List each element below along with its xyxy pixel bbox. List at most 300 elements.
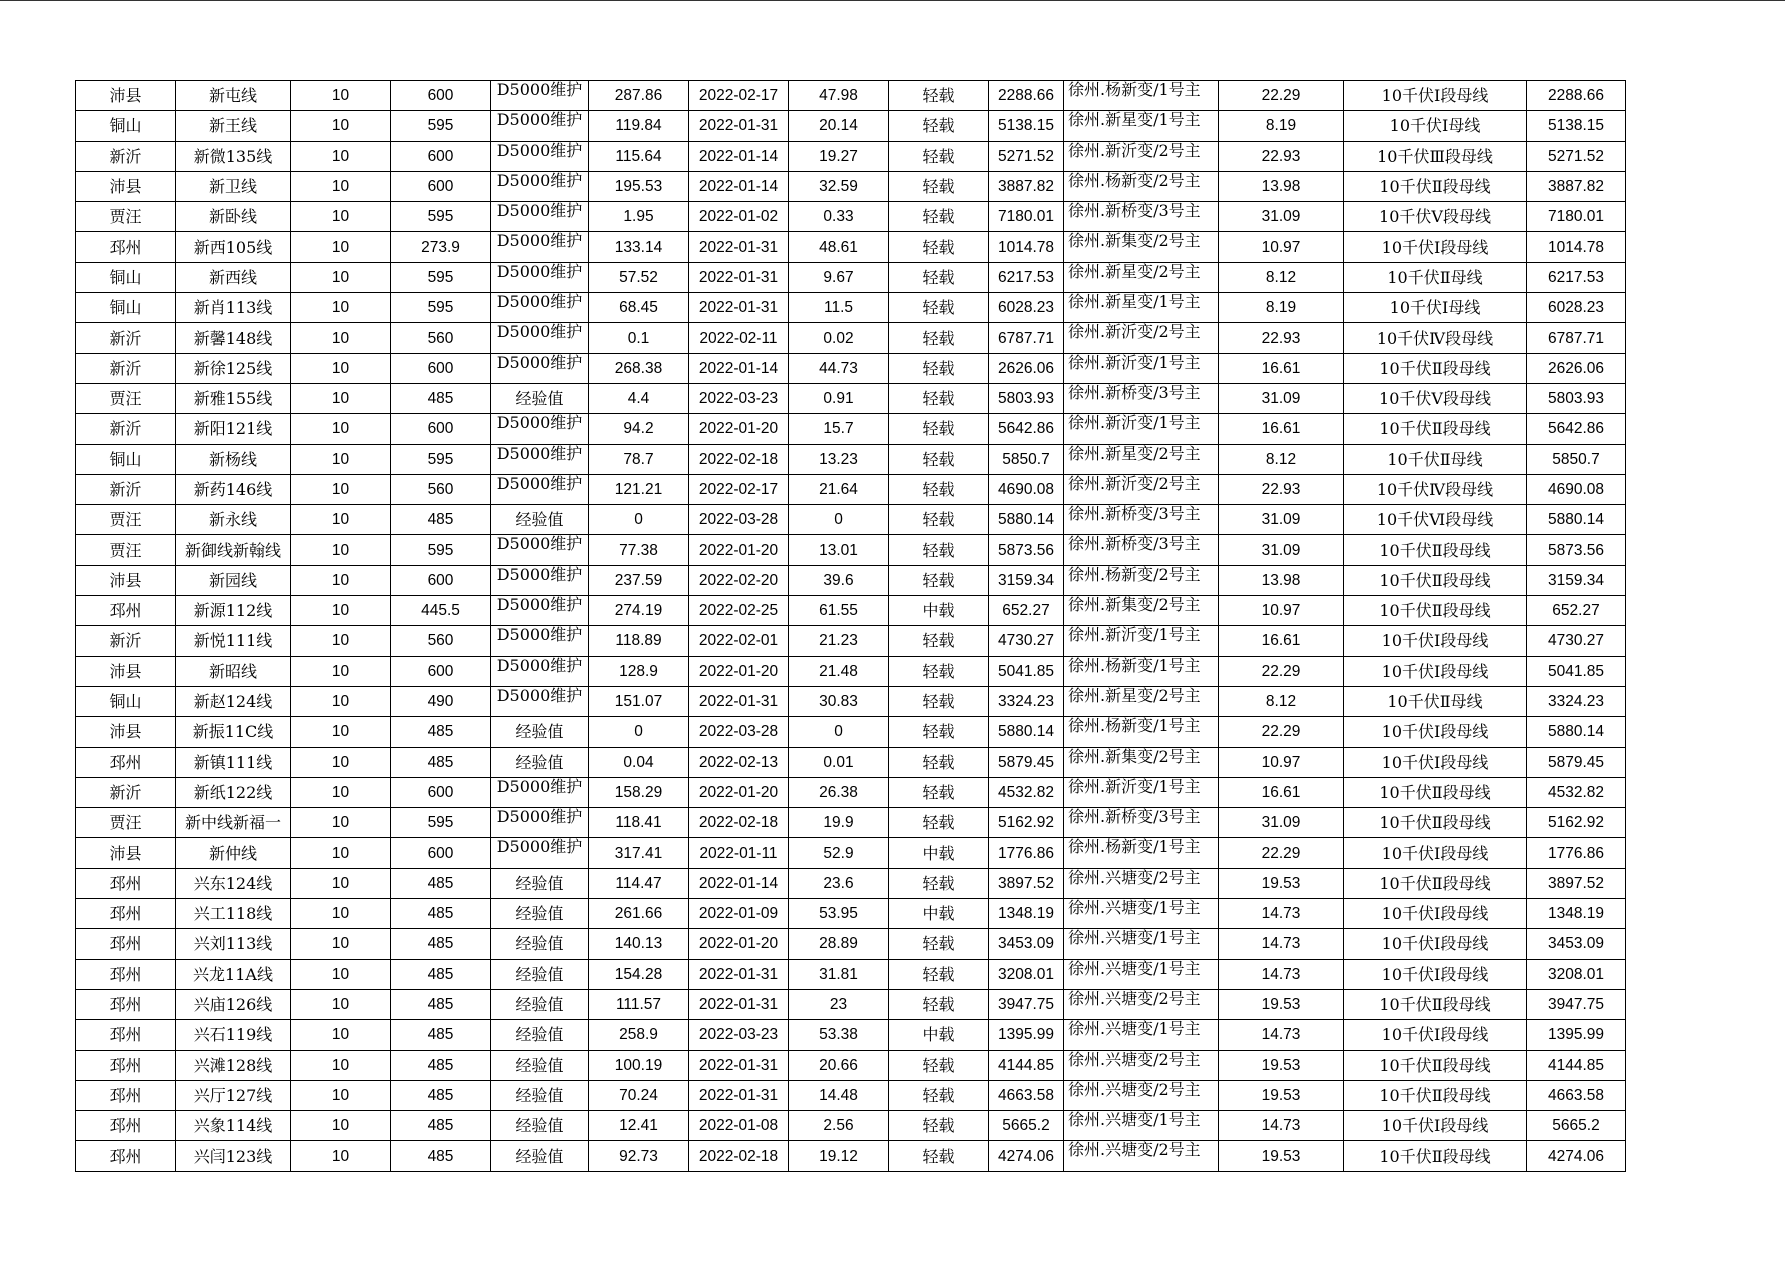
table-row	[76, 1020, 1626, 1050]
bus-section-cell: 10千伏Ⅵ段母线	[1344, 505, 1527, 535]
load-level-cell: 中载	[889, 838, 989, 868]
rated-current-cell: 600	[391, 353, 491, 383]
transformer-cell: 徐州.新集变/2号主	[1064, 747, 1219, 777]
county-cell: 新沂	[76, 414, 176, 444]
available-capacity-cell: 5880.14	[989, 505, 1064, 535]
table-row	[76, 777, 1626, 807]
transformer-cell: 徐州.兴塘变/1号主	[1064, 1111, 1219, 1141]
available-capacity-cell: 3453.09	[989, 929, 1064, 959]
bus-section-cell: 10千伏Ⅴ段母线	[1344, 202, 1527, 232]
table-row	[76, 171, 1626, 201]
remaining-capacity-cell: 4144.85	[1527, 1050, 1626, 1080]
load-rate-cell: 11.5	[789, 293, 889, 323]
table-row	[76, 1080, 1626, 1110]
voltage-cell: 10	[291, 1141, 391, 1171]
transformer-cell: 徐州.兴塘变/2号主	[1064, 989, 1219, 1019]
bus-section-cell: 10千伏Ⅰ段母线	[1344, 81, 1527, 111]
data-source-cell: D5000维护	[491, 656, 589, 686]
available-capacity-cell: 6217.53	[989, 262, 1064, 292]
data-source-cell: D5000维护	[491, 838, 589, 868]
data-source-cell: D5000维护	[491, 353, 589, 383]
transformer-load-cell: 22.29	[1219, 656, 1344, 686]
data-source-cell: 经验值	[491, 899, 589, 929]
available-capacity-cell: 5879.45	[989, 747, 1064, 777]
load-level-cell: 轻载	[889, 626, 989, 656]
available-capacity-cell: 5271.52	[989, 141, 1064, 171]
bus-section-cell: 10千伏Ⅱ母线	[1344, 262, 1527, 292]
max-date-cell: 2022-01-14	[689, 141, 789, 171]
rated-current-cell: 485	[391, 747, 491, 777]
bus-section-cell: 10千伏Ⅱ母线	[1344, 444, 1527, 474]
max-current-cell: 1.95	[589, 202, 689, 232]
line-name-cell: 兴工118线	[176, 899, 291, 929]
transformer-cell: 徐州.杨新变/2号主	[1064, 171, 1219, 201]
data-source-cell: D5000维护	[491, 535, 589, 565]
remaining-capacity-cell: 5041.85	[1527, 656, 1626, 686]
voltage-cell: 10	[291, 1080, 391, 1110]
load-level-cell: 轻载	[889, 414, 989, 444]
transformer-load-cell: 14.73	[1219, 929, 1344, 959]
data-source-cell: 经验值	[491, 929, 589, 959]
load-rate-cell: 44.73	[789, 353, 889, 383]
load-rate-cell: 21.48	[789, 656, 889, 686]
transformer-load-cell: 13.98	[1219, 565, 1344, 595]
data-source-cell: D5000维护	[491, 202, 589, 232]
transformer-load-cell: 13.98	[1219, 171, 1344, 201]
load-level-cell: 轻载	[889, 505, 989, 535]
load-level-cell: 轻载	[889, 808, 989, 838]
load-rate-cell: 13.01	[789, 535, 889, 565]
county-cell: 新沂	[76, 353, 176, 383]
transformer-load-cell: 8.12	[1219, 686, 1344, 716]
load-rate-cell: 48.61	[789, 232, 889, 262]
line-name-cell: 新悦111线	[176, 626, 291, 656]
load-level-cell: 轻载	[889, 81, 989, 111]
available-capacity-cell: 3887.82	[989, 171, 1064, 201]
line-name-cell: 新西105线	[176, 232, 291, 262]
transformer-load-cell: 16.61	[1219, 414, 1344, 444]
remaining-capacity-cell: 6217.53	[1527, 262, 1626, 292]
max-current-cell: 268.38	[589, 353, 689, 383]
voltage-cell: 10	[291, 505, 391, 535]
voltage-cell: 10	[291, 353, 391, 383]
max-date-cell: 2022-03-28	[689, 717, 789, 747]
load-level-cell: 轻载	[889, 1111, 989, 1141]
max-current-cell: 287.86	[589, 81, 689, 111]
load-level-cell: 轻载	[889, 959, 989, 989]
table-row	[76, 929, 1626, 959]
transformer-cell: 徐州.兴塘变/2号主	[1064, 1050, 1219, 1080]
table-row	[76, 565, 1626, 595]
max-current-cell: 258.9	[589, 1020, 689, 1050]
data-source-cell: D5000维护	[491, 808, 589, 838]
remaining-capacity-cell: 3324.23	[1527, 686, 1626, 716]
available-capacity-cell: 5642.86	[989, 414, 1064, 444]
table-row	[76, 838, 1626, 868]
remaining-capacity-cell: 1014.78	[1527, 232, 1626, 262]
table-row	[76, 293, 1626, 323]
max-current-cell: 261.66	[589, 899, 689, 929]
county-cell: 新沂	[76, 141, 176, 171]
data-source-cell: 经验值	[491, 1141, 589, 1171]
load-rate-cell: 0	[789, 717, 889, 747]
max-current-cell: 158.29	[589, 777, 689, 807]
max-current-cell: 77.38	[589, 535, 689, 565]
data-source-cell: 经验值	[491, 868, 589, 898]
county-cell: 邳州	[76, 1050, 176, 1080]
line-name-cell: 新王线	[176, 111, 291, 141]
data-source-cell: D5000维护	[491, 474, 589, 504]
max-current-cell: 0	[589, 717, 689, 747]
transformer-cell: 徐州.杨新变/1号主	[1064, 717, 1219, 747]
rated-current-cell: 485	[391, 929, 491, 959]
rated-current-cell: 485	[391, 1050, 491, 1080]
max-current-cell: 118.41	[589, 808, 689, 838]
county-cell: 贾汪	[76, 202, 176, 232]
county-cell: 贾汪	[76, 505, 176, 535]
remaining-capacity-cell: 1348.19	[1527, 899, 1626, 929]
rated-current-cell: 485	[391, 989, 491, 1019]
max-date-cell: 2022-01-31	[689, 111, 789, 141]
county-cell: 邳州	[76, 1080, 176, 1110]
remaining-capacity-cell: 4663.58	[1527, 1080, 1626, 1110]
voltage-cell: 10	[291, 808, 391, 838]
max-date-cell: 2022-01-31	[689, 686, 789, 716]
load-rate-cell: 0.33	[789, 202, 889, 232]
line-name-cell: 新阳121线	[176, 414, 291, 444]
available-capacity-cell: 4690.08	[989, 474, 1064, 504]
max-date-cell: 2022-01-20	[689, 777, 789, 807]
voltage-cell: 10	[291, 262, 391, 292]
bus-section-cell: 10千伏Ⅱ段母线	[1344, 171, 1527, 201]
data-source-cell: 经验值	[491, 747, 589, 777]
available-capacity-cell: 5880.14	[989, 717, 1064, 747]
transformer-cell: 徐州.兴塘变/1号主	[1064, 929, 1219, 959]
county-cell: 铜山	[76, 262, 176, 292]
available-capacity-cell: 7180.01	[989, 202, 1064, 232]
transformer-cell: 徐州.新桥变/3号主	[1064, 383, 1219, 413]
transformer-cell: 徐州.新集变/2号主	[1064, 232, 1219, 262]
transformer-load-cell: 22.29	[1219, 81, 1344, 111]
table-row	[76, 262, 1626, 292]
voltage-cell: 10	[291, 141, 391, 171]
data-source-cell: 经验值	[491, 717, 589, 747]
voltage-cell: 10	[291, 565, 391, 595]
bus-section-cell: 10千伏Ⅰ段母线	[1344, 717, 1527, 747]
county-cell: 沛县	[76, 565, 176, 595]
rated-current-cell: 600	[391, 414, 491, 444]
remaining-capacity-cell: 2626.06	[1527, 353, 1626, 383]
voltage-cell: 10	[291, 81, 391, 111]
available-capacity-cell: 3897.52	[989, 868, 1064, 898]
voltage-cell: 10	[291, 959, 391, 989]
load-rate-cell: 28.89	[789, 929, 889, 959]
available-capacity-cell: 1014.78	[989, 232, 1064, 262]
county-cell: 沛县	[76, 81, 176, 111]
table-row	[76, 868, 1626, 898]
line-name-cell: 兴象114线	[176, 1111, 291, 1141]
bus-section-cell: 10千伏Ⅰ母线	[1344, 293, 1527, 323]
max-current-cell: 154.28	[589, 959, 689, 989]
county-cell: 邳州	[76, 929, 176, 959]
load-level-cell: 轻载	[889, 323, 989, 353]
load-rate-cell: 61.55	[789, 596, 889, 626]
line-name-cell: 兴石119线	[176, 1020, 291, 1050]
rated-current-cell: 490	[391, 686, 491, 716]
table-row	[76, 1141, 1626, 1171]
max-date-cell: 2022-03-28	[689, 505, 789, 535]
data-source-cell: D5000维护	[491, 414, 589, 444]
transformer-load-cell: 14.73	[1219, 959, 1344, 989]
available-capacity-cell: 1348.19	[989, 899, 1064, 929]
voltage-cell: 10	[291, 111, 391, 141]
transformer-cell: 徐州.新沂变/1号主	[1064, 626, 1219, 656]
available-capacity-cell: 3324.23	[989, 686, 1064, 716]
county-cell: 邳州	[76, 1141, 176, 1171]
rated-current-cell: 595	[391, 202, 491, 232]
rated-current-cell: 595	[391, 535, 491, 565]
available-capacity-cell: 3159.34	[989, 565, 1064, 595]
county-cell: 沛县	[76, 838, 176, 868]
bus-section-cell: 10千伏Ⅰ段母线	[1344, 959, 1527, 989]
remaining-capacity-cell: 6028.23	[1527, 293, 1626, 323]
line-name-cell: 新赵124线	[176, 686, 291, 716]
table-row	[76, 232, 1626, 262]
line-name-cell: 兴庙126线	[176, 989, 291, 1019]
max-date-cell: 2022-01-31	[689, 293, 789, 323]
voltage-cell: 10	[291, 717, 391, 747]
bus-section-cell: 10千伏Ⅴ段母线	[1344, 383, 1527, 413]
available-capacity-cell: 4274.06	[989, 1141, 1064, 1171]
line-name-cell: 新肖113线	[176, 293, 291, 323]
rated-current-cell: 595	[391, 262, 491, 292]
line-name-cell: 新园线	[176, 565, 291, 595]
load-level-cell: 轻载	[889, 686, 989, 716]
transformer-load-cell: 19.53	[1219, 1080, 1344, 1110]
available-capacity-cell: 5873.56	[989, 535, 1064, 565]
line-name-cell: 新御线新翰线	[176, 535, 291, 565]
voltage-cell: 10	[291, 899, 391, 929]
bus-section-cell: 10千伏Ⅳ段母线	[1344, 474, 1527, 504]
transformer-cell: 徐州.新沂变/1号主	[1064, 777, 1219, 807]
max-current-cell: 0.04	[589, 747, 689, 777]
transformer-load-cell: 19.53	[1219, 868, 1344, 898]
line-name-cell: 新屯线	[176, 81, 291, 111]
data-source-cell: D5000维护	[491, 565, 589, 595]
max-date-cell: 2022-01-08	[689, 1111, 789, 1141]
table-row	[76, 1111, 1626, 1141]
rated-current-cell: 485	[391, 1141, 491, 1171]
load-level-cell: 轻载	[889, 171, 989, 201]
max-date-cell: 2022-01-14	[689, 353, 789, 383]
voltage-cell: 10	[291, 535, 391, 565]
county-cell: 新沂	[76, 777, 176, 807]
max-date-cell: 2022-01-31	[689, 262, 789, 292]
data-source-cell: 经验值	[491, 1080, 589, 1110]
bus-section-cell: 10千伏Ⅱ段母线	[1344, 1080, 1527, 1110]
remaining-capacity-cell: 5879.45	[1527, 747, 1626, 777]
voltage-cell: 10	[291, 171, 391, 201]
transformer-load-cell: 31.09	[1219, 202, 1344, 232]
data-source-cell: D5000维护	[491, 777, 589, 807]
remaining-capacity-cell: 1776.86	[1527, 838, 1626, 868]
max-date-cell: 2022-02-20	[689, 565, 789, 595]
available-capacity-cell: 3947.75	[989, 989, 1064, 1019]
load-level-cell: 轻载	[889, 293, 989, 323]
county-cell: 沛县	[76, 656, 176, 686]
table-row	[76, 989, 1626, 1019]
county-cell: 邳州	[76, 1111, 176, 1141]
county-cell: 邳州	[76, 1020, 176, 1050]
line-name-cell: 新雅155线	[176, 383, 291, 413]
transformer-load-cell: 10.97	[1219, 747, 1344, 777]
load-level-cell: 中载	[889, 899, 989, 929]
remaining-capacity-cell: 5880.14	[1527, 717, 1626, 747]
transformer-cell: 徐州.新集变/2号主	[1064, 596, 1219, 626]
transformer-load-cell: 8.12	[1219, 262, 1344, 292]
line-name-cell: 兴厅127线	[176, 1080, 291, 1110]
load-rate-cell: 0.01	[789, 747, 889, 777]
data-source-cell: D5000维护	[491, 232, 589, 262]
max-current-cell: 133.14	[589, 232, 689, 262]
line-name-cell: 新卧线	[176, 202, 291, 232]
transformer-load-cell: 22.93	[1219, 323, 1344, 353]
transformer-load-cell: 16.61	[1219, 777, 1344, 807]
load-level-cell: 轻载	[889, 777, 989, 807]
voltage-cell: 10	[291, 1111, 391, 1141]
table-row	[76, 444, 1626, 474]
load-level-cell: 轻载	[889, 202, 989, 232]
remaining-capacity-cell: 5880.14	[1527, 505, 1626, 535]
load-rate-cell: 53.38	[789, 1020, 889, 1050]
bus-section-cell: 10千伏Ⅱ段母线	[1344, 565, 1527, 595]
rated-current-cell: 560	[391, 474, 491, 504]
bus-section-cell: 10千伏Ⅱ段母线	[1344, 777, 1527, 807]
page-top-rule	[0, 0, 1785, 1]
transformer-cell: 徐州.新沂变/1号主	[1064, 414, 1219, 444]
load-rate-cell: 0	[789, 505, 889, 535]
transformer-load-cell: 22.29	[1219, 717, 1344, 747]
voltage-cell: 10	[291, 232, 391, 262]
max-current-cell: 317.41	[589, 838, 689, 868]
county-cell: 邳州	[76, 959, 176, 989]
bus-section-cell: 10千伏Ⅰ母线	[1344, 111, 1527, 141]
max-current-cell: 78.7	[589, 444, 689, 474]
transformer-load-cell: 8.12	[1219, 444, 1344, 474]
load-level-cell: 轻载	[889, 1050, 989, 1080]
table-row	[76, 686, 1626, 716]
available-capacity-cell: 652.27	[989, 596, 1064, 626]
voltage-cell: 10	[291, 989, 391, 1019]
bus-section-cell: 10千伏Ⅱ段母线	[1344, 353, 1527, 383]
data-source-cell: D5000维护	[491, 293, 589, 323]
table-row	[76, 596, 1626, 626]
bus-section-cell: 10千伏Ⅰ段母线	[1344, 656, 1527, 686]
max-current-cell: 68.45	[589, 293, 689, 323]
table-row	[76, 808, 1626, 838]
remaining-capacity-cell: 6787.71	[1527, 323, 1626, 353]
max-date-cell: 2022-02-13	[689, 747, 789, 777]
transformer-load-cell: 31.09	[1219, 808, 1344, 838]
available-capacity-cell: 6028.23	[989, 293, 1064, 323]
load-level-cell: 轻载	[889, 989, 989, 1019]
max-date-cell: 2022-01-20	[689, 414, 789, 444]
transformer-load-cell: 8.19	[1219, 111, 1344, 141]
voltage-cell: 10	[291, 626, 391, 656]
remaining-capacity-cell: 5162.92	[1527, 808, 1626, 838]
available-capacity-cell: 5162.92	[989, 808, 1064, 838]
rated-current-cell: 485	[391, 505, 491, 535]
max-date-cell: 2022-01-31	[689, 1050, 789, 1080]
table-row	[76, 535, 1626, 565]
load-rate-cell: 31.81	[789, 959, 889, 989]
max-current-cell: 4.4	[589, 383, 689, 413]
remaining-capacity-cell: 5138.15	[1527, 111, 1626, 141]
max-current-cell: 57.52	[589, 262, 689, 292]
load-level-cell: 轻载	[889, 1080, 989, 1110]
line-name-cell: 兴东124线	[176, 868, 291, 898]
max-date-cell: 2022-02-18	[689, 1141, 789, 1171]
table-row	[76, 959, 1626, 989]
table-row	[76, 474, 1626, 504]
line-name-cell: 新源112线	[176, 596, 291, 626]
transformer-cell: 徐州.杨新变/2号主	[1064, 565, 1219, 595]
transformer-cell: 徐州.兴塘变/2号主	[1064, 1080, 1219, 1110]
load-rate-cell: 15.7	[789, 414, 889, 444]
county-cell: 贾汪	[76, 808, 176, 838]
bus-section-cell: 10千伏Ⅰ段母线	[1344, 929, 1527, 959]
remaining-capacity-cell: 7180.01	[1527, 202, 1626, 232]
max-date-cell: 2022-02-11	[689, 323, 789, 353]
transformer-cell: 徐州.新沂变/2号主	[1064, 323, 1219, 353]
rated-current-cell: 485	[391, 717, 491, 747]
available-capacity-cell: 5138.15	[989, 111, 1064, 141]
transformer-cell: 徐州.新星变/1号主	[1064, 293, 1219, 323]
rated-current-cell: 560	[391, 323, 491, 353]
table-row	[76, 626, 1626, 656]
load-rate-cell: 52.9	[789, 838, 889, 868]
voltage-cell: 10	[291, 777, 391, 807]
data-source-cell: D5000维护	[491, 171, 589, 201]
voltage-cell: 10	[291, 474, 391, 504]
remaining-capacity-cell: 3897.52	[1527, 868, 1626, 898]
transformer-load-cell: 22.93	[1219, 474, 1344, 504]
county-cell: 邳州	[76, 747, 176, 777]
remaining-capacity-cell: 5665.2	[1527, 1111, 1626, 1141]
max-date-cell: 2022-01-20	[689, 535, 789, 565]
line-name-cell: 新振11C线	[176, 717, 291, 747]
line-name-cell: 兴刘113线	[176, 929, 291, 959]
county-cell: 铜山	[76, 293, 176, 323]
county-cell: 贾汪	[76, 383, 176, 413]
county-cell: 新沂	[76, 626, 176, 656]
line-name-cell: 兴滩128线	[176, 1050, 291, 1080]
data-source-cell: D5000维护	[491, 262, 589, 292]
voltage-cell: 10	[291, 323, 391, 353]
rated-current-cell: 595	[391, 111, 491, 141]
max-date-cell: 2022-02-18	[689, 808, 789, 838]
remaining-capacity-cell: 2288.66	[1527, 81, 1626, 111]
max-date-cell: 2022-01-31	[689, 232, 789, 262]
remaining-capacity-cell: 5873.56	[1527, 535, 1626, 565]
load-level-cell: 轻载	[889, 444, 989, 474]
transformer-load-cell: 31.09	[1219, 535, 1344, 565]
load-rate-cell: 30.83	[789, 686, 889, 716]
data-source-cell: D5000维护	[491, 686, 589, 716]
bus-section-cell: 10千伏Ⅱ段母线	[1344, 808, 1527, 838]
max-current-cell: 12.41	[589, 1111, 689, 1141]
max-current-cell: 274.19	[589, 596, 689, 626]
